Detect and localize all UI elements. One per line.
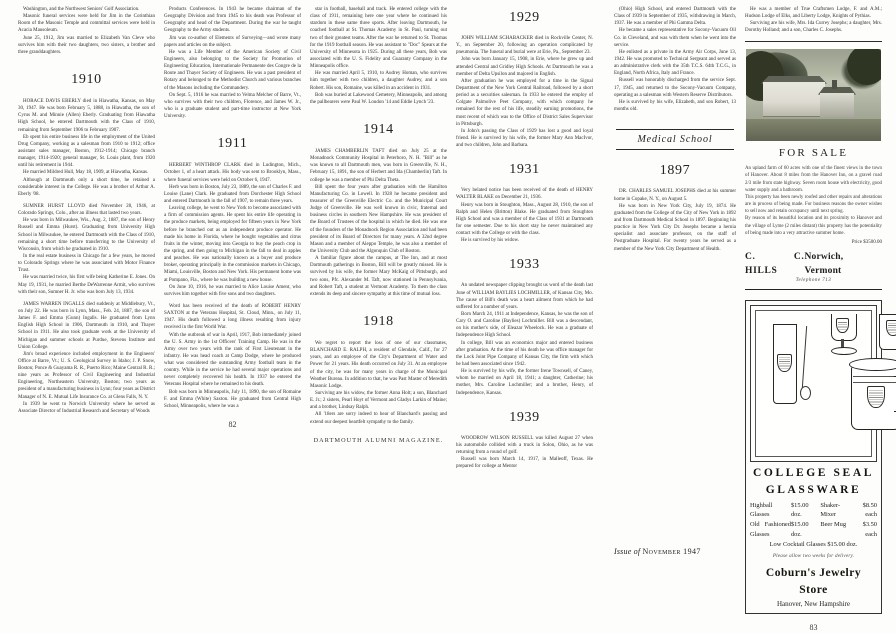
- paragraph: He is survived by his widow.: [461, 238, 520, 244]
- paragraph: With the outbreak of war in April, 1917, Bob immediately joined the U. S. Army in the 1st Officers' Training Camp. He was in the Army over two years with the rank of First Lieutenant in the infantry. He was head coach at Camp Dodge, where he produced what was considered the outstanding Army football team in the country. While in the service he had several major operations and never completely recovered his health. In 1937 he entered the Veterans Hospital where he remained to his death.: [164, 332, 301, 388]
- year-heading-1911: 1911: [217, 136, 248, 152]
- delivery-note: Please allow two weeks for delivery.: [772, 552, 855, 559]
- paragraph: star in football, baseball and track. He entered college with the class of 1911, remaining here one year where he continued his stardom in these same three sports. After leaving Dartmouth, he coached football at St. Thomas Academy in St. Paul, turning out two of their greatest teams. After the war he returned to St. Thomas for the 1919 football season. He was assistant to "Doc" Spears at the University of Minnesota in 1925. During all these years, Bob was associated with the U. S. Fidelity and Guaranty Company in the Minneapolis office.: [310, 7, 447, 70]
- ad-seller-phone: Telephone 713: [795, 278, 832, 284]
- paragraph: On June 10, 1916, he was married to Alice Louise Ament, who survives him together with five sons and two daughters.: [164, 284, 301, 297]
- paragraph: Russell was born March 14, 1917, in Malleoff, Texas. He prepared for college at Mentor: [456, 457, 593, 470]
- paragraph: In the real estate business in Chicago for a few years, he moved to Colorado Springs where he was associated with Motor Finance Trust.: [18, 253, 155, 274]
- glassware-illustration: [750, 305, 877, 462]
- paragraph: He was a member of True Craftsmen Lodge, F. and A.M.; Hudson Lodge of Elks, and Liberty Lodge, Knights of Pythias.: [745, 7, 882, 20]
- college-seal-icon: [886, 320, 896, 336]
- ad-title-for-sale: FOR SALE: [778, 146, 849, 159]
- year-heading-1918: 1918: [363, 313, 394, 329]
- paragraph: Bob was buried at Lakewood Cemetery, Minneapolis, and among the pallbearers were Paul W. Loudon '14 and Eddie Lynch '23.: [310, 92, 447, 105]
- paragraph: He was married twice, his first wife being Katherine E. Jones. On May 19, 1931, he married Berthe DeWarrenne Armit, who survives with their son, Sumner H. Jr. who was born July 13, 1934.: [18, 275, 155, 295]
- chimney-shape: [832, 80, 837, 89]
- ad-bottom-rule: [745, 289, 882, 290]
- item-name: Old Fashioned Glasses: [750, 521, 791, 538]
- paragraph: Born March 24, 1911 at Independence, Kansas, he was the son of Cary O. and Caroline (Baylies) Lochmiller. Bill was a descendant, on his mother's side, of Eleazar Wheelock. He was a graduate of Independence High School.: [456, 311, 593, 339]
- section-heading-medical-school: Medical School: [616, 129, 734, 150]
- item-name: Shaker-Mixer: [820, 502, 841, 519]
- paragraph: Eb spent his entire business life in the employment of the United Drug Company, working as a salesman from 1910 to 1912; office assistant sales manager, Boston, 1912-1914; Chicago branch manager, 1914-1920; general manager, St. Louis plant, from 1920 until his retirement in 1944.: [18, 134, 155, 169]
- paragraph: Surviving are his widow, the former Anna Holt; a son, Blanchard E. Jr.; 2 sisters, Pearl Hoyt of Vermont and Gladys Larkin of Maine; and a brother, Lindsay Ralph.: [310, 390, 447, 411]
- ad-divider-rule: [745, 41, 882, 42]
- paragraph: Word has been received of the death of ROBERT HENRY SAXTON at the Veterans Hospital, St. Cloud, Minn., on July 11, 1947. His death followed a long illness resulting from injury received in the first World War.: [164, 303, 301, 331]
- paragraph: Although at Dartmouth only a short time, he retained a considerable interest in the College. He was a brother of Arthur A. Eberly '08.: [18, 177, 155, 197]
- ground-shape: [746, 119, 881, 141]
- paragraph: Surviving are his wife, Mrs. Ida Currey Josephs; a daughter, Mrs. Dorothy Holland; and a son, Charles C. Josephs.: [745, 21, 882, 34]
- item-price: $8.50 each: [862, 502, 878, 519]
- store-location: Hanover, New Hampshire: [776, 600, 850, 609]
- paragraph: John was born January 15, 1908, in Erie, where he grew up and attended Central and Gridley High Schools. At Dartmouth he was a member of Delta Upsilon and majored in English.: [456, 57, 593, 77]
- ad-seller-town: Norwich, Vermont: [804, 251, 844, 276]
- paragraph: SUMNER HURST LLOYD died November 28, 1946, at Colorado Springs, Colo., after an illness that lasted two years.: [18, 203, 155, 217]
- table-row: [750, 520, 877, 538]
- paragraph: He is survived by his wife, Elizabeth, and son Robert, 13 months old.: [614, 99, 736, 112]
- paragraph: He was born in New York City, July 19, 1874. He graduated from the College of the City of New York in 1892 and from Dartmouth Medical School in 1897. Beginning his practice in New York City Dr. Josephs became a hernia specialist and associate professor, on the staff of Postgraduate Hospital. For twenty years he served as a member of the New York City Department of Health.: [614, 203, 736, 252]
- ad-title-glassware: COLLEGE SEAL GLASSWARE: [753, 467, 874, 496]
- folio-right: 83: [809, 623, 818, 633]
- paragraph: JAMES CHAMBERLIN TAFT died on July 25 at the Monadnock Community Hospital in Peterboro, N. H. "Bill" as he was known to all Dartmouth men, was born in Greenville, N. H., February 15, 1891, the son of Herbert and Ida (Chamberlin) Taft. In college he was a member of Phi Delta Theta.: [310, 148, 447, 183]
- folio-left: 82: [228, 420, 237, 430]
- paragraph: In 1939 he went to Norwich University where he served as Associate Director of Industrial Research and Secretary of Woods: [18, 401, 155, 414]
- paragraph: A familiar figure about the campus, at The Inn, and at most Dartmouth gatherings in Boston, Bill will be greatly missed. He is survived by his wife, the former Mary McKaig of Pittsburgh, and two sons, Pfc. Alexander M. Taft, now stationed in Pennsylvania, and Robert Taft, a student at Vermont Academy. To them the class extends its deep and sincere sympathy at this time of mutual loss.: [310, 256, 447, 297]
- paragraph: Washington, and the Northwest Seniors' Golf Association.: [23, 7, 140, 12]
- year-heading-1897: 1897: [659, 163, 691, 179]
- paragraph: We regret to report the loss of one of our classmates, BLANCHARD E. RALPH, a resident of Glendale, Calif., for 27 years, and an employee of the City's Department of Water and Power for 21 years. His death occurred on July 31. At an employee of the city, he was for many years in charge of the Municipal Weather Bureau. In addition to that, he was Past Master of Meredith Masonic Lodge.: [310, 340, 447, 389]
- house-shape: [763, 82, 825, 116]
- store-name: Coburn's Jewelry Store: [765, 567, 862, 596]
- year-heading-1931: 1931: [509, 162, 540, 178]
- ad-seller-row: [745, 251, 882, 278]
- paragraph: He became a sales representative for Socony-Vacuum Oil Co. in Cleveland, and was with them when he went into the service.: [614, 28, 736, 48]
- column-1: [18, 6, 155, 534]
- year-heading-1914: 1914: [363, 121, 394, 137]
- issue-month-year: November 1947: [642, 547, 701, 556]
- issue-line: [614, 547, 701, 556]
- paragraph: Very belated notice has been received of the death of HENRY WALTER BLAKE on December 21, 1936.: [456, 188, 593, 201]
- beer-mug-band-shape: [853, 376, 896, 383]
- ad-seller-name: C. C. HILLS: [745, 251, 805, 276]
- item-price: $15.00 doz.: [790, 521, 809, 538]
- item-price: $3.50 each: [862, 521, 878, 538]
- page-83: [604, 0, 896, 633]
- year-heading-1933: 1933: [509, 257, 540, 273]
- paragraph: On Sept. 5, 1916 he was married to Velma Melcher of Barre, Vt., who survives with their two children, Florence, and James W. Jr., who is a graduate student and part-time instructor at New York University.: [164, 92, 301, 120]
- issue-prefix: Issue of: [614, 547, 641, 556]
- paragraph: He was born in Milwaukee, Wis., Aug. 2, 1887, the son of Henry Russell and Emma (Hurst). Graduating from University High School in Milwaukee, he entered Dartmouth with the Class of 1910, remaining a short time before transferring to the University of Wisconsin, from which he graduated in 1910.: [18, 218, 155, 252]
- paragraph: Herb was born in Boston, July 23, 1889, the son of Charles F. and Louise (Lane) Clark. He graduated from Dorchester High School and entered Dartmouth in the fall of 1907, to remain three years.: [164, 184, 301, 204]
- farmhouse-photo: [746, 49, 881, 141]
- paragraph: In John's passing the Class of 1929 has lost a good and loyal friend. He is survived by his wife, the former Mary Ann MacIvor, and two children, John and Barbara.: [456, 128, 593, 149]
- tree-shape: [847, 49, 881, 85]
- college-seal-icon: [867, 386, 885, 408]
- paragraph: He was married April 5, 1910, to Audrey Homan, who survives him together with two children, a daughter Audrey, and a son Robert. His son, Romaine, was killed in an accident in 1931.: [310, 71, 447, 91]
- ad-paragraph: An upland farm of 60 acres with one of the finest views in the town of Hanover. About 8 miles from the Hanover Inn, on a gravel road 2/3 mile from state highway. Seven room house with electricity, good water supply and a bathroom.: [745, 166, 882, 193]
- paragraph: HORACE DAVIS EBERLY died in Hiawatha, Kansas, on May 30, 1947. He was born February 5, 1888, in Hiawatha, the son of Cyrus M. and Minnie (Allen) Eberly. Graduating from Hiawatha High School, he entered Dartmouth with the Class of 1910, remaining from September 1906 to February 1907.: [18, 99, 155, 133]
- item-name: Highball Glasses: [750, 502, 773, 519]
- paragraph: JOHN WILLIAM SCHABACKER died in Rockville Center, N. Y., on September 20, following an operation complicated by pneumonia. The funeral and burial were at Erie, Pa., September 23.: [456, 36, 593, 56]
- paragraph: Russell was honorably discharged from the service Sept. 17, 1945, and returned to the Socony-Vacuum Company, operating as a salesman with Western Reserve Distributors.: [614, 78, 736, 98]
- paragraph: An undated newspaper clipping brought us word of the death last June of WILLIAM BAYLIES LOCHMILLER, of Kansas City, Mo. The cause of Bill's death was a heart ailment from which he had suffered for a number of years.: [456, 283, 593, 310]
- paragraph: He married Mildred Hull, May 18, 1909, at Hiawatha, Kansas.: [23, 170, 149, 176]
- year-heading-1910: 1910: [71, 71, 102, 87]
- column-3: [310, 6, 447, 534]
- column-6: [745, 6, 882, 634]
- paragraph: JAMES WARREN INGALLS died suddenly at Middlebury, Vt., on July 22. He was born in Lynn, Mass., Feb. 24, 1887, the son of James F. and Emma (Gunn) Ingalls. He graduated from Lynn English High School in 1906, Dartmouth in 1910, and Thayer School in 1911. He also took graduate work at the University of Michigan and summer schools at Purdue, Stevens Institute and Union College.: [18, 301, 155, 350]
- paragraph: Bill spent the four years after graduation with the Hamilton Manufacturing Co. in Lowell. In 1928 he became president and treasurer of the Greenville Electric Co. and the Municipal Court Judge of Greenville. He was well known in civic, fraternal and business circles in southern New Hampshire. He was president of the Board of Trustees of the hospital in which he died. He was one of the founders of the Monadnock Region Association and had been president of its Board of Directors for many years. A 32nd degree Mason and a member of Aleppo Temple, he was also a member of the University Club and the Algonquin Club of Boston.: [310, 184, 447, 254]
- item-name: Beer Mug: [820, 521, 847, 529]
- ad-body-for-sale: [745, 165, 882, 237]
- paragraph: Leaving college, he went to New York to become associated with a firm of commission agents. He spent his entire life operating in the produce markets, being employed for fifteen years in New York before he branched out as an independent produce operator. He made his home in Florida, where he bought vegetables and citrus fruits in the winter, moving into Georgia to buy the peach crop in the spring, and then going to Michigan in the fall to deal in apples and peaches. He was nationally known as a buyer and produce broker, operating principally in the commission markets in Chicago, Miami, Louisville, Boston and New York. His permanent home was at Pompano, Fla., where he was building a new house.: [164, 206, 301, 283]
- magazine-name-footer: DARTMOUTH ALUMNI MAGAZINE.: [313, 436, 444, 444]
- paragraph: Masonic funeral services were held for Jim in the Corinthian Room of the Masonic Temple and committal services were held in Acacia Mausoleum.: [18, 14, 155, 34]
- paragraph: After graduation he was employed for a time in the Signal Department of the New York Central Railroad, followed by a short period as a securities salesman. In 1933 he entered the employ of Colgate Palmolive Peet Company, with which company he remained for the rest of his life, steadily earning promotions, the most recent of which was to the Office of District Sales Supervisor in Pittsburgh.: [456, 78, 593, 127]
- table-row-centered: Low Cocktail Glasses $15.00 doz.: [769, 540, 858, 548]
- wing-shape: [820, 93, 854, 117]
- column-4: [456, 6, 593, 534]
- right-page-columns: [614, 6, 882, 634]
- paragraph: Henry was born in Stoughton, Mass., August 28, 1910, the son of Ralph and Helen (Britton) Blake. He graduated from Stoughton High School and was a member of the Class of 1931 at Dartmouth for one semester. Due to his short stay he never maintained any contact with the College or with the class.: [456, 202, 593, 237]
- paragraph: Jim was co-author of Elements of Surveying—and wrote many papers and articles on the subject.: [164, 35, 301, 48]
- left-page-columns: [18, 6, 596, 534]
- item-price: $15.00 doz.: [790, 502, 809, 519]
- paragraph: HERBERT WINTHROP CLARK died in Ludington, Mich., October 1, of a heart attack. His body was sent to Brooklyn, Mass., where funeral services were held on October 6, 1947.: [164, 163, 301, 183]
- table-row: [750, 501, 877, 519]
- paragraph: DR. CHARLES SAMUEL JOSEPHS died at his summer home in Copake, N. Y., on August 5.: [614, 189, 736, 202]
- column-5: [614, 6, 736, 634]
- paragraph: All '18ers are sorry indeed to hear of Blanchard's passing and extend our deepest heartfelt sympathy to the family.: [310, 412, 447, 425]
- paragraph: (Ohio) High School, and entered Dartmouth with the Class of 1939 in September of 1935, withdrawing in March, 1937. He was a member of Phi Gamma Delta.: [614, 7, 736, 27]
- paragraph: WOODROW WILSON RUSSELL was killed August 27 when his automobile collided with a truck in Solon, Ohio, as he was returning from a round of golf.: [456, 435, 593, 455]
- paragraph: Products Conferences. In 1943 he became chairman of the Geography Division and from 1945 to his death was Professor of Geography and head of the Department. During the war he taught Geography to the Army students.: [164, 7, 301, 34]
- ad-paragraph: This property has been newly roofed and other repairs and alterations are in process of being made. For business reasons the owner wishes to sell now and retain occupancy until next spring.: [745, 194, 882, 215]
- paragraph: He was a Life Member of the American Society of Civil Engineers, also belonging to the Society for Promotion of Engineering Education, Internationale Permanente des Congre de la Route and Thayer Society of Engineers. He was a past president of Rotary and belonged to the Methodist Church and various branches of the Masons including the Commandery.: [164, 49, 301, 91]
- year-heading-1929: 1929: [509, 10, 540, 25]
- glassware-price-table: [750, 501, 877, 549]
- paragraph: Jim's broad experience included employment in the Engineers' Office at Barre, Vt.; U. S. Geological Survey in Idaho; J. P. Snow, Boston; Ponce & Guayama R. R., Puerto Rico; Maine Central R. R.; nine years as Professor of Civil Engineering and Industrial Engineering, Northeastern University, Boston; two years as president of a manufacturing business in Lynn; four years as District Manager of N. E. Mutual Life Insurance Co. at Glens Falls, N. Y.: [18, 351, 155, 400]
- ad-price: Price $3500.00: [851, 239, 882, 245]
- year-heading-1939: 1939: [509, 409, 540, 425]
- paragraph: He is survived by his wife, the former Irene Townsell, of Caney, whom he married on April 18, 1941; a daughter, Catherine; his mother, Mrs. Caroline Lochmiller; and a brother, Henry, of Independence, Kansas.: [456, 369, 593, 396]
- ad-college-seal-glassware[interactable]: [745, 300, 882, 614]
- ad-for-sale[interactable]: [745, 49, 882, 291]
- paragraph: In college, Bill was an economics major and entered business after graduation. At the time of his death he was office manager for the Lock Joint Pipe Company of Kansas City, the firm with which he had been associated since 1942.: [456, 340, 593, 367]
- paragraph: He enlisted as a private in the Army Air Corps, June 13, 1942. He was promoted to Technical Sergeant and served as an administrative clerk with the 35th T.C.S. 64th T.C.G., in England, North Africa, Italy and France.: [614, 49, 736, 77]
- paragraph: Bob was born in Minneapolis, July 11, 1890, the son of Romaine F. and Emma (White) Saxton. He graduated from Central High School, Minneapolis, where he was a: [164, 389, 301, 409]
- column-2: [164, 6, 301, 534]
- ad-paragraph: By reason of its beautiful location and its proximity to Hanover and the village of Lyme (2 miles distant) this property has the potentiality of being made into a very attractive summer home.: [745, 216, 882, 236]
- paragraph: June 25, 1912, Jim was married to Elizabeth Van Cleve who survives him with their two daughters, two sisters, a brother and three granddaughters.: [18, 35, 155, 55]
